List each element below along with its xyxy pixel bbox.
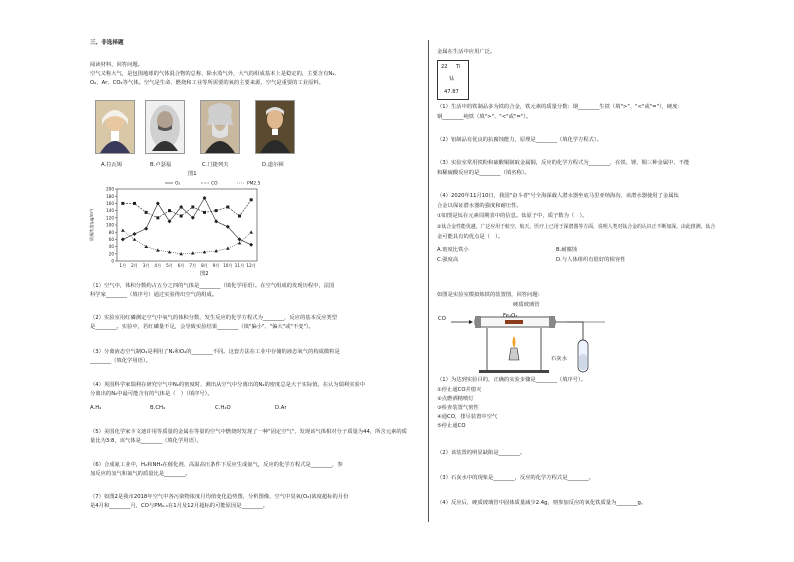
q2-line-a: （2）实验室用红磷测定空气中氧气的体积分数，发生反应的化学方程式为________，反应的基本反应类型 — [90, 315, 338, 321]
label-limewater: 石灰水 — [551, 356, 567, 362]
r3-line-a: （3）实验室常用铁粉和硫酸铜制取金属铜，反应的化学方程式为________，在铁、锂、铜三种金属中，不能 — [437, 160, 690, 166]
series-line-2 — [123, 230, 251, 253]
portrait-rutherford — [145, 100, 185, 154]
caption-b: B.卢瑟福 — [150, 162, 172, 168]
data-point — [215, 209, 218, 212]
x-tick-label: 7月 — [189, 263, 197, 268]
data-point — [168, 209, 171, 212]
y-tick-label: 0 — [111, 258, 114, 264]
data-point — [203, 196, 207, 200]
legend-label: PM2.5 — [247, 181, 261, 187]
y-tick-label: 80 — [108, 229, 114, 235]
portrait-lavoisier — [95, 100, 135, 154]
step-4: ④通CO，排尽装置中空气 — [437, 414, 498, 420]
label-hard-glass-tube: 硬质玻璃管 — [513, 302, 540, 308]
data-point — [226, 206, 229, 209]
q4-option-a: A.H₂ — [90, 405, 102, 411]
data-point — [156, 216, 159, 219]
section-title: 三、非选择题 — [90, 40, 124, 46]
data-point — [156, 201, 160, 205]
data-point — [121, 229, 125, 232]
caption-a: A.拉瓦锡 — [101, 162, 123, 168]
r1-line-b: 钢________纯铁（填">"、"<"或"="）。 — [437, 114, 532, 120]
data-point — [133, 238, 137, 241]
data-point — [238, 241, 242, 244]
data-point — [121, 237, 125, 241]
data-point — [226, 247, 230, 250]
q7-line-b: 是4月和________月，CO与PM₂.₅在1月及12月超标的可能原因是________。 — [90, 503, 269, 509]
data-point — [179, 252, 183, 255]
data-point — [156, 248, 160, 251]
label-fe2o3: Fe₂O₃ — [503, 313, 518, 319]
data-point — [250, 198, 253, 201]
q1-line-b: 科学家________（填序号）通过实验得出空气的组成。 — [90, 292, 218, 298]
y-tick-label: 180 — [106, 193, 114, 199]
q4-option-c: C.H₂O — [215, 405, 231, 411]
y-tick-label: 40 — [108, 244, 114, 250]
q2-line-b: 是________。实验中，若红磷量不足，会导致实验结果________（填"偏小"、"偏大"或"不变"）。 — [90, 324, 314, 330]
q1-line-a: （1）空气中，体积分数约占五分之四的气体是________（填化学用语）。在空气组成的发现历程中，法国 — [90, 283, 335, 289]
step-2: ②点燃酒精喷灯 — [437, 396, 474, 402]
r3-line-b: 和稀硫酸反应的是________（填名称）。 — [437, 170, 530, 176]
s3-line: （3）石灰水中的现象是________，反应的化学方程式是________。 — [437, 475, 594, 481]
r2-line: （2）铝制品有优良的抗腐蚀能力，原理是________（填化学方程式）。 — [437, 137, 602, 143]
y-tick-label: 120 — [106, 215, 114, 221]
element-cell-titanium — [437, 60, 469, 100]
caption-c: C.门捷列夫 — [202, 162, 229, 168]
r4-option-a: A.密度比铁小 — [437, 247, 469, 253]
element-name: 钛 — [449, 76, 455, 82]
q5-line-a: （5）美国化学家卡文迪许用等质量的金属在等量的空气中燃烧时发现了一种"固定空气"，发现该气体相对分子质量为44，所含元素的质 — [90, 429, 407, 435]
y-tick-label: 20 — [108, 251, 114, 257]
q4-option-b: B.CH₄ — [150, 405, 166, 411]
r4-line-a: （4）2020年11月10日，我国"奋斗者"号全海深载人潜水器坐底马里亚纳海沟，该潜水器使用了金属钛 — [437, 193, 679, 199]
x-tick-label: 1月 — [119, 263, 127, 268]
r4-line-d: ②钛合金性能优越，广泛应用于航空、航天、医疗上已用于深潜器等方面，说明人类对钛合金的认识正不断加深。由此推测，钛合 — [437, 224, 716, 230]
figure-1-label: 图1 — [188, 171, 197, 177]
step-1: ①停止通CO并熄灭 — [437, 387, 482, 393]
x-tick-label: 10月 — [223, 263, 233, 268]
data-point — [144, 245, 148, 248]
x-tick-label: 8月 — [201, 263, 208, 268]
data-point — [203, 250, 207, 253]
data-point — [249, 230, 253, 233]
y-tick-label: 160 — [106, 201, 114, 206]
data-point — [203, 211, 206, 214]
ironmaking-apparatus — [437, 300, 607, 378]
q7-line-a: （7）如图2是我市2018年空气中各污染物浓度月均值变化趋势图，分析图像，空气中臭氧(O₃)浓度超标的月份 — [90, 494, 349, 500]
r4-option-b: B.耐腐蚀 — [556, 247, 578, 253]
data-point — [133, 202, 136, 205]
portrait-mendeleev — [200, 100, 240, 154]
data-point — [121, 202, 124, 205]
r4-line-b: 合金以保证潜水器的强度和耐压性。 — [437, 203, 522, 209]
q6-line-a: （6）合成氨工业中，H₂和NH₃在催化剂、高温高压条件下反应生成氨气，反应的化学方程式是________，参 — [90, 462, 343, 468]
pollutant-chart — [85, 177, 265, 277]
legend-label: O₃ — [175, 181, 181, 187]
q5-line-b: 量比为3:8，该气体是________（填化学用语）。 — [90, 438, 202, 444]
y-axis-label: 质量浓度(μg/m³) — [89, 208, 94, 242]
x-tick-label: 6月 — [177, 263, 185, 268]
q4-line-a: （4）英国科学家瑞利在研究空气中N₂的密度时，测出从空气中分离出的N₂的密度总是大于实际值。在认为瑞利实验中 — [90, 382, 366, 388]
data-point — [249, 243, 253, 247]
data-point — [144, 227, 148, 231]
s1-line: （1）为达到实验目的，正确的实验步骤是________（填序号）。 — [437, 377, 587, 383]
y-tick-label: 140 — [106, 208, 114, 214]
series-line-0 — [123, 198, 251, 245]
y-tick-label: 100 — [106, 222, 114, 228]
q4-option-d: D.Ar — [275, 405, 287, 411]
intro-line-3: O₂、Ar、CO₂等气体。空气是生命、燃烧和工业等所需要的氧的主要来源，空气是重要的工业原料。 — [90, 80, 324, 86]
x-tick-label: 2月 — [131, 263, 138, 268]
x-tick-label: 9月 — [212, 263, 220, 268]
x-tick-label: 3月 — [142, 263, 150, 268]
q6-line-b: 加反应的氢气和氮气的质量比是________。 — [90, 471, 191, 477]
portrait-dalton — [255, 100, 295, 154]
label-co: CO — [438, 316, 446, 322]
element-symbol: Ti — [456, 64, 461, 70]
divider — [428, 40, 429, 522]
r4-option-c: C.强度高 — [437, 257, 459, 263]
q3-line-a: （3）分离液态空气制O₂是利用了N₂和O₂的________不同。这套方法在工业中存储的液态氧气的构成微粒是 — [90, 349, 340, 355]
r4-option-d: D.与人体组织有很好的相容性 — [556, 257, 626, 263]
x-tick-label: 5月 — [166, 263, 173, 268]
s2-line: （2）该装置的明显缺陷是________。 — [437, 450, 526, 456]
q4-line-b: 分离出的N₂中最可能含有的气体是（ ）（填序号）。 — [90, 391, 213, 397]
figure-2-label: 图2 — [200, 271, 209, 277]
apparatus-intro: 如图是实验室模拟炼铁的装置图，回答问题： — [437, 292, 543, 298]
r4-line-e: 金可能具有的优点是（ ）。 — [437, 234, 504, 240]
y-tick-label: 200 — [106, 186, 114, 192]
data-point — [168, 250, 172, 253]
data-point — [180, 215, 183, 218]
step-5: ⑤停止通CO — [437, 423, 466, 429]
intro-line-2: 空气又称大气，是包围地球的气体混合物的总称，除水蒸气外，大气的组成基本上是稳定的，主要含有N₂、 — [90, 71, 340, 77]
q3-line-b: ________（填化学用语）。 — [90, 358, 151, 364]
element-number: 22 — [441, 64, 448, 70]
s4-line: （4）反应后，硬质玻璃管中固体质量减少2.4g，则参加反应的氧化铁质量为________g。 — [437, 500, 647, 506]
data-point — [191, 206, 194, 209]
data-point — [145, 211, 148, 214]
step-3: ③检查装置气密性 — [437, 405, 479, 411]
element-mass: 47.87 — [444, 89, 459, 95]
right-intro: 金属在生活中应用广泛。 — [437, 49, 496, 55]
caption-d: D.道尔顿 — [262, 162, 284, 168]
x-tick-label: 12月 — [246, 263, 256, 268]
data-point — [238, 215, 241, 218]
r1-line-a: （1）生活中的铁制品多为铁的合金，铁元素的质量分数：钢________生铁（填">"、"<"或"="），硬度： — [437, 104, 683, 110]
data-point — [133, 232, 137, 236]
plot-area — [117, 189, 257, 261]
r4-line-c: ①如图是钛在元素周期表中的信息。钛原子中，质子数为（ ）。 — [437, 213, 588, 219]
data-point — [214, 219, 218, 223]
legend-label: CO — [211, 181, 218, 187]
intro-line-1: 阅读材料，回答问题。 — [90, 62, 143, 68]
x-tick-label: 11月 — [234, 263, 245, 268]
y-tick-label: 60 — [108, 237, 114, 242]
x-tick-label: 4月 — [154, 263, 162, 268]
series-line-1 — [123, 200, 251, 218]
